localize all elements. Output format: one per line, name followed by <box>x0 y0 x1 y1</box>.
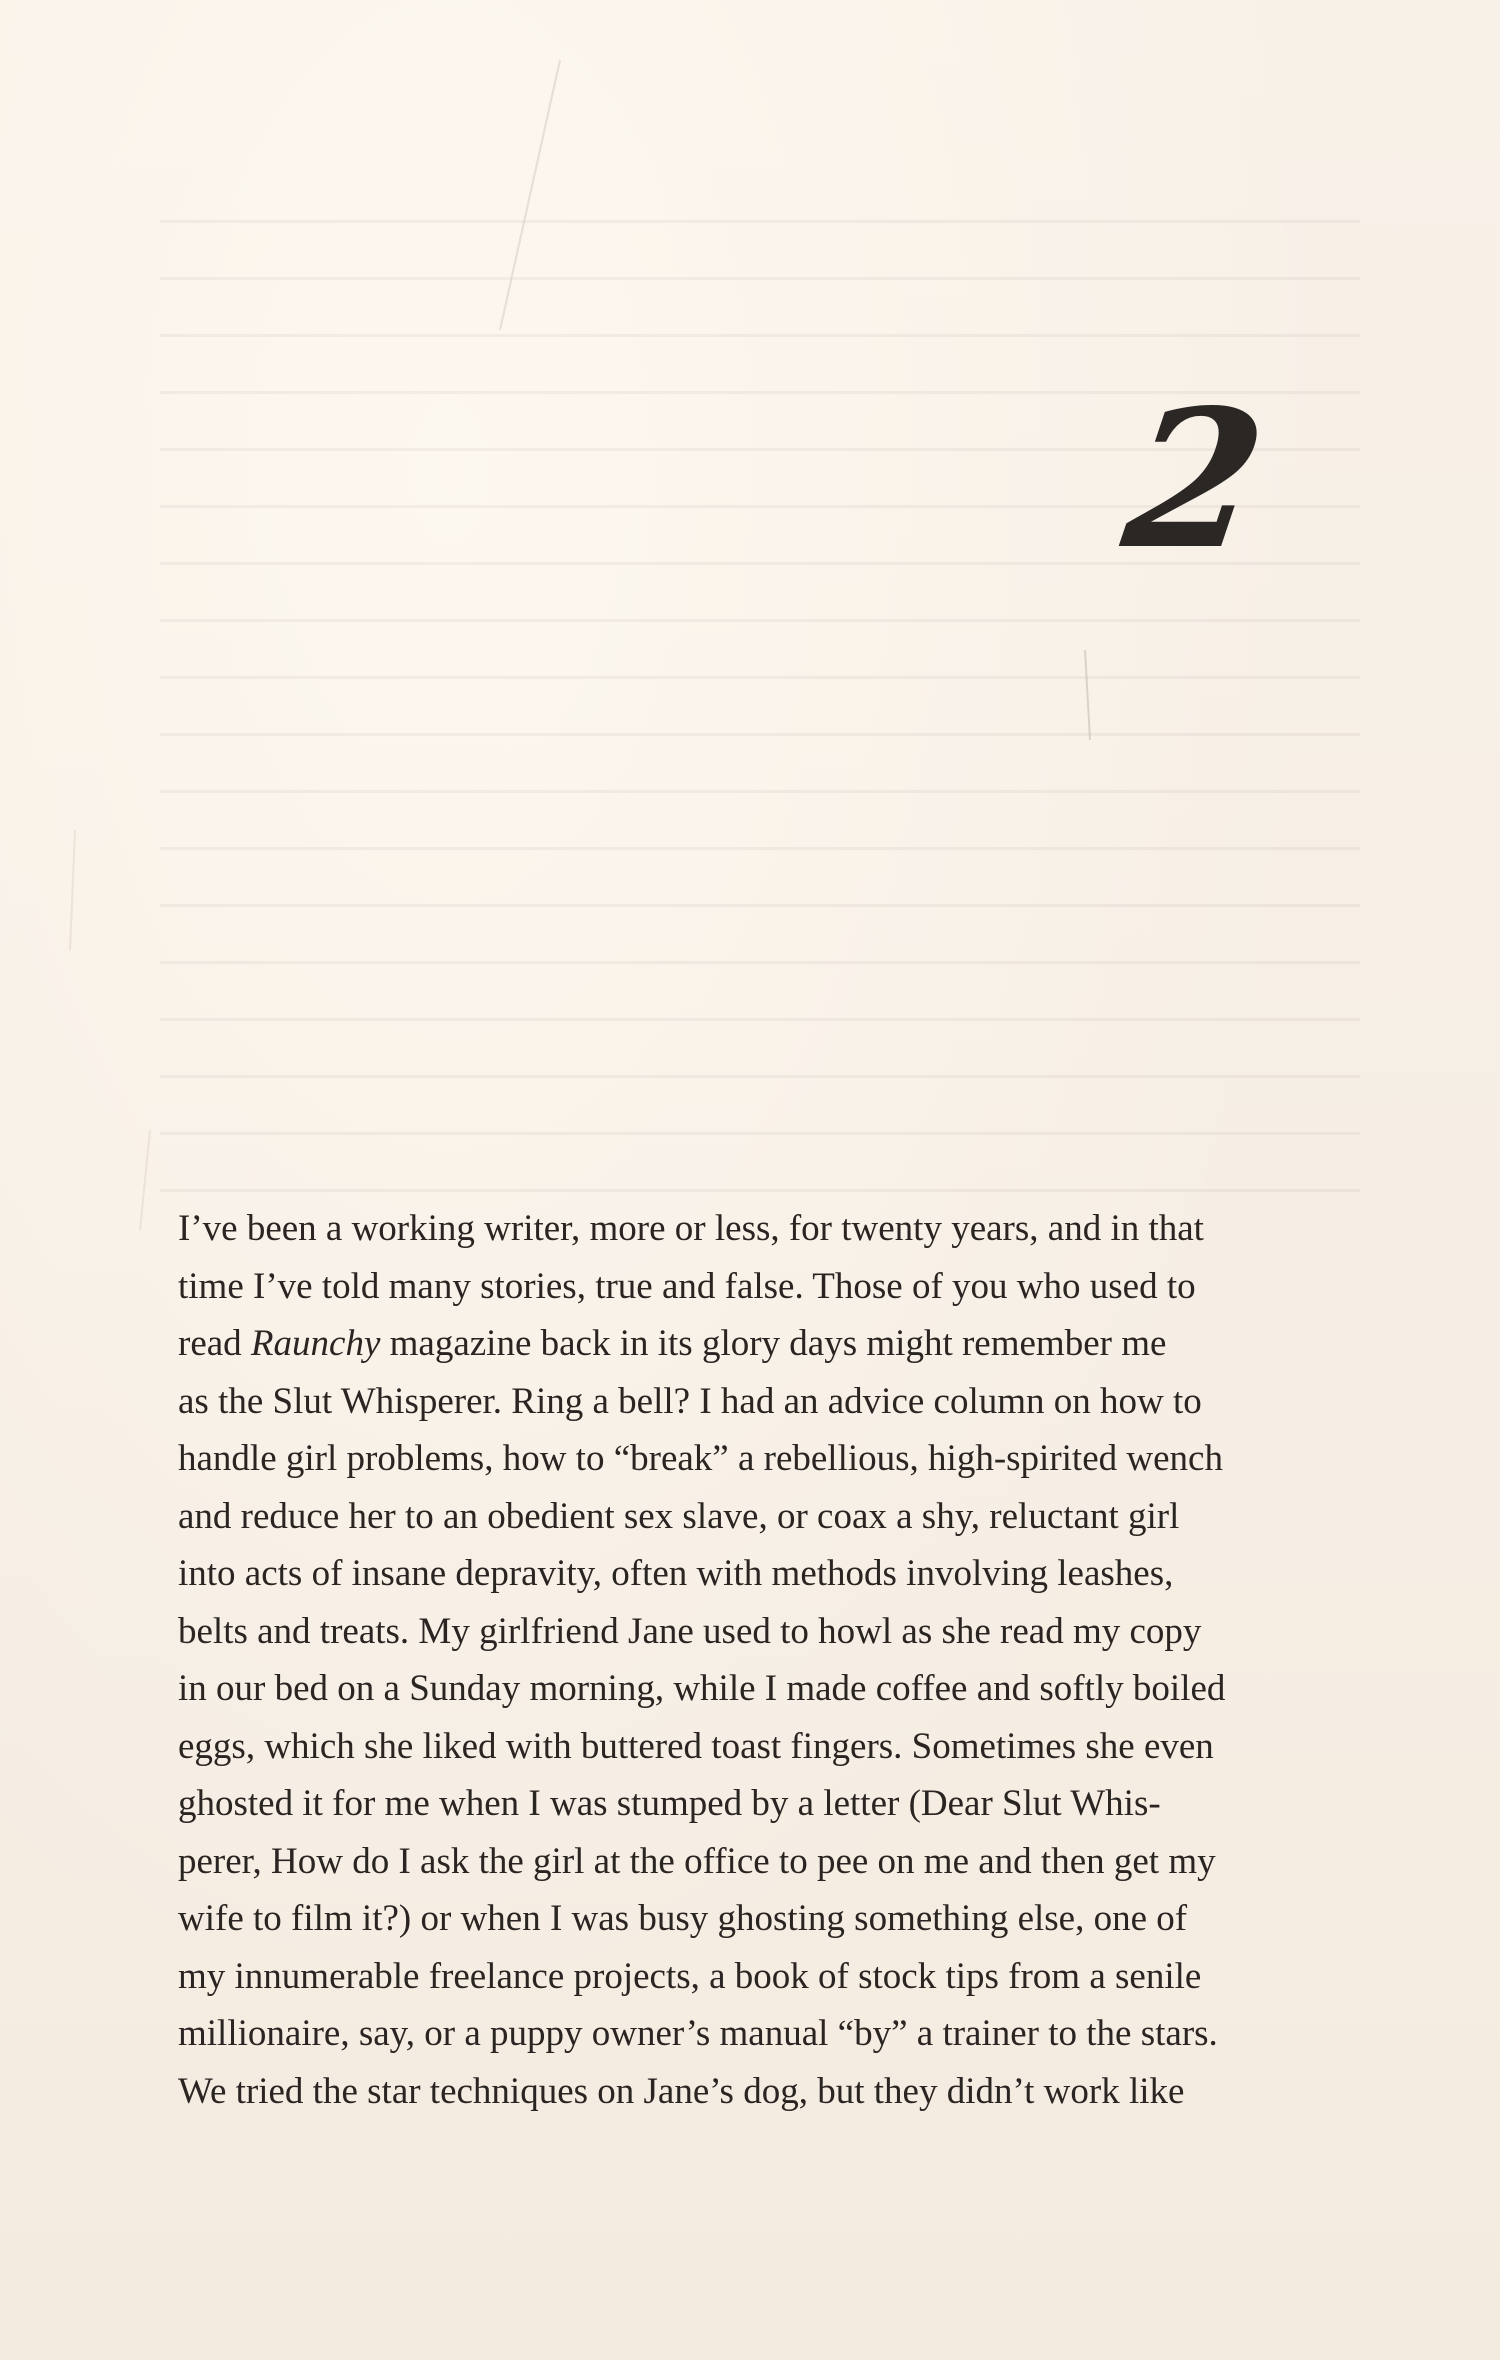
text-line: into acts of insane depravity, often with methods involving leashes, <box>178 1553 1174 1594</box>
text-line: We tried the star techniques on Jane’s dog, but they didn’t work like <box>178 2070 1185 2112</box>
chapter-number: 2 <box>1113 368 1277 591</box>
text-line: and reduce her to an obedient sex slave, or coax a shy, reluctant girl <box>178 1495 1180 1537</box>
text-line: my innumerable freelance projects, a book of stock tips from a senile <box>178 1955 1202 1997</box>
magazine-title: Raunchy <box>250 1323 381 1364</box>
text-line: belts and treats. My girlfriend Jane used to howl as she read my copy <box>178 1610 1202 1652</box>
body-text <box>178 1200 1338 2120</box>
text-line: millionaire, say, or a puppy owner’s manual “by” a trainer to the stars. <box>178 2013 1218 2054</box>
text-line: perer, How do I ask the girl at the office to pee on me and then get my <box>178 1840 1216 1882</box>
text-line: in our bed on a Sunday morning, while I made coffee and softly boiled <box>178 1668 1226 1709</box>
text-line: time I’ve told many stories, true and false. Those of you who used to <box>178 1265 1196 1307</box>
text-line: ghosted it for me when I was stumped by a letter (Dear Slut Whis- <box>178 1783 1161 1824</box>
text-line: I’ve been a working writer, more or less, for twenty years, and in that <box>178 1208 1204 1249</box>
text-line: as the Slut Whisperer. Ring a bell? I had an advice column on how to <box>178 1380 1202 1422</box>
text-line: eggs, which she liked with buttered toast fingers. Sometimes she even <box>178 1725 1214 1767</box>
text-line: handle girl problems, how to “break” a rebellious, high-spirited wench <box>178 1438 1223 1479</box>
text-line: read Raunchy magazine back in its glory days might remember me <box>178 1323 1167 1364</box>
text-line: wife to film it?) or when I was busy ghosting something else, one of <box>178 1898 1188 1939</box>
